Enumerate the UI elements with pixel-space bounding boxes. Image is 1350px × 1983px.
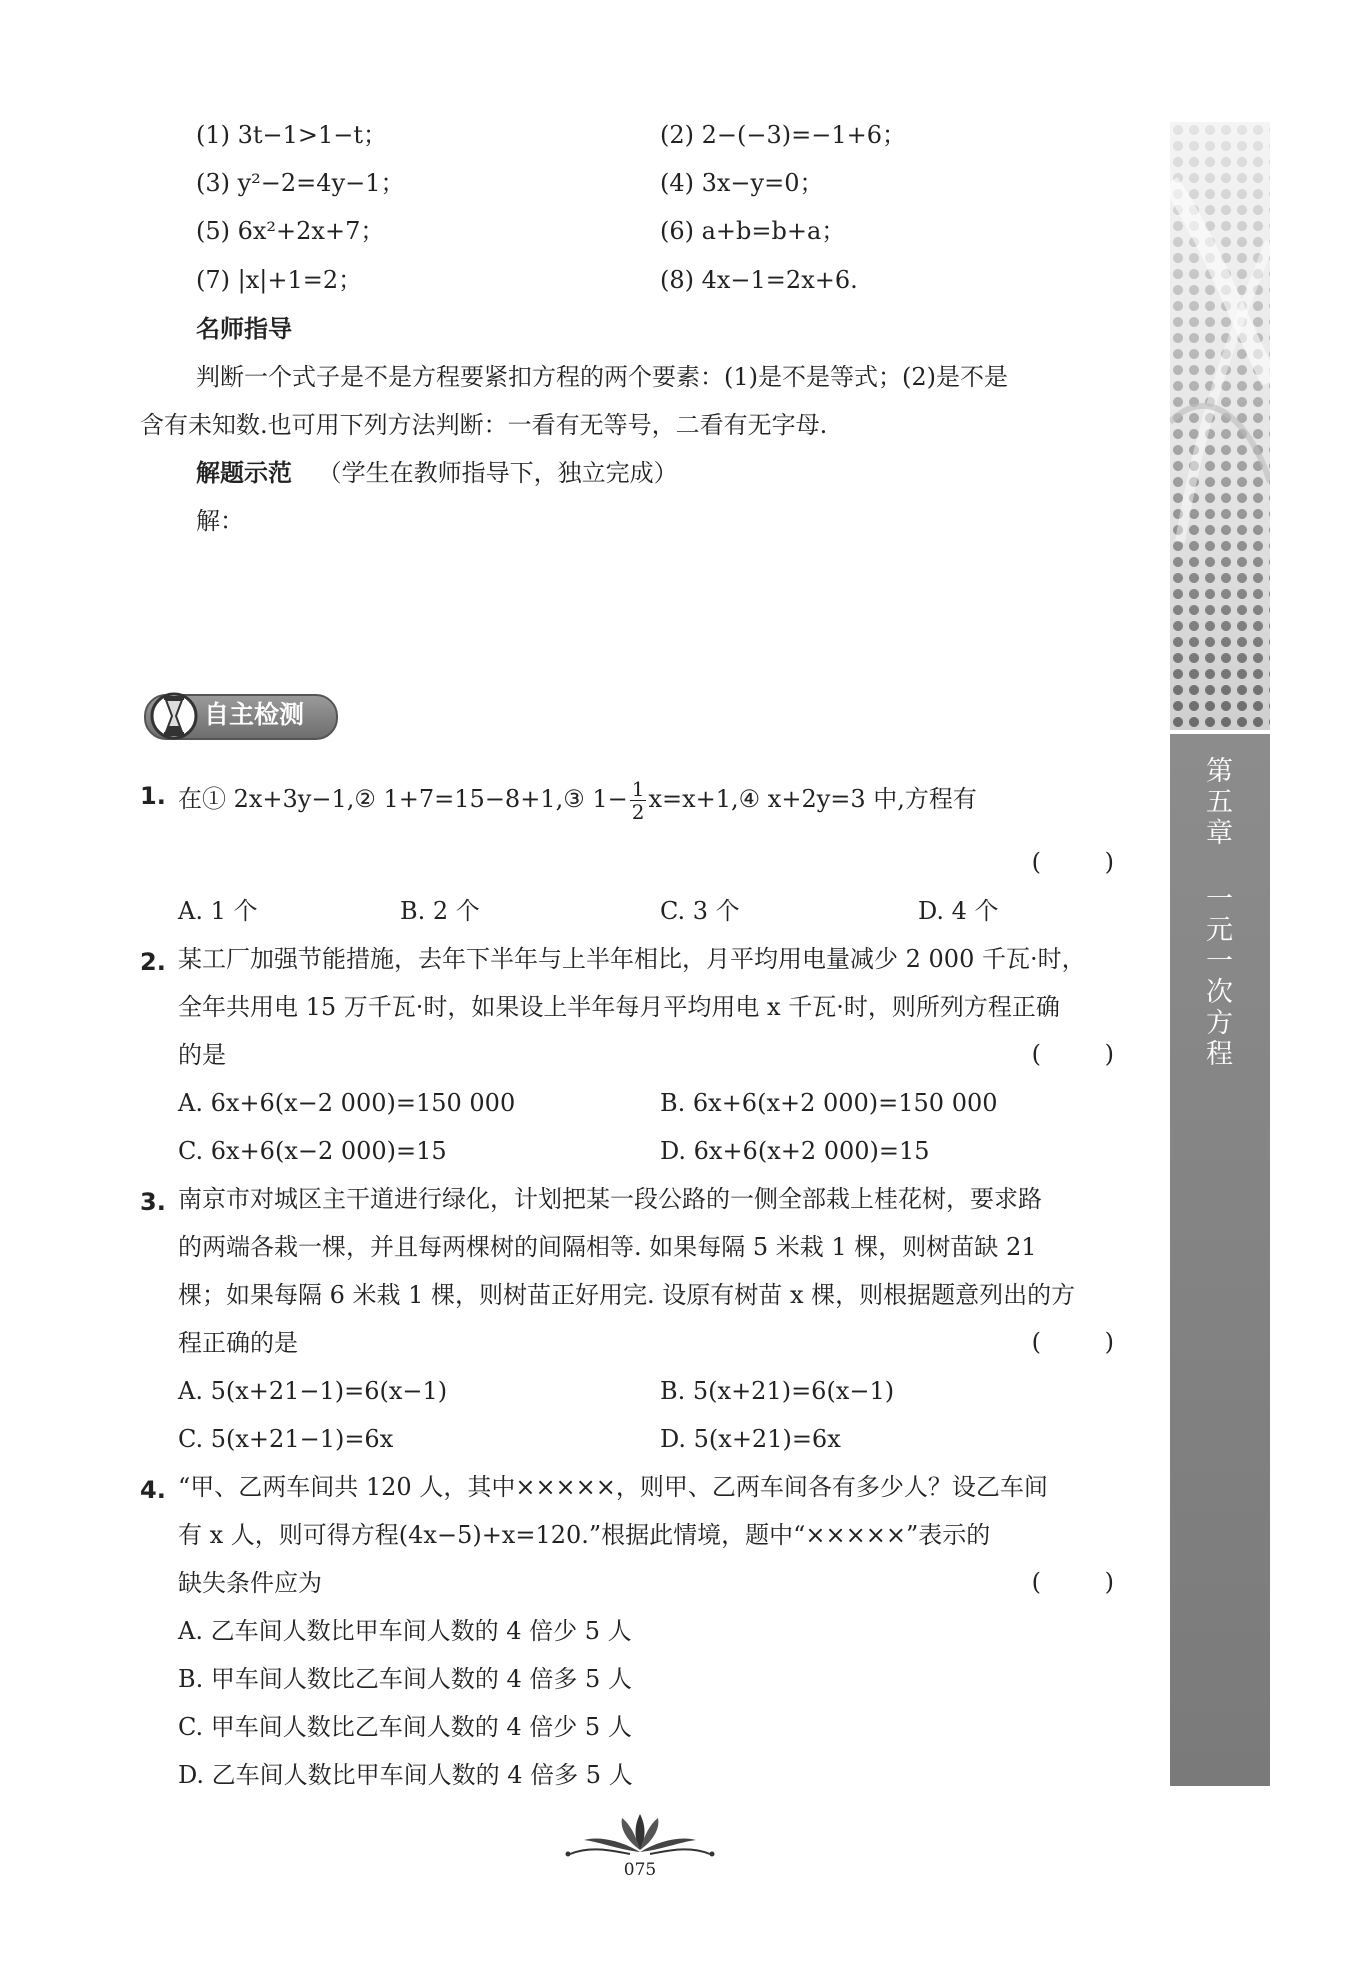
question-stem-line: “甲、乙两车间共 120 人，其中×××××，则甲、乙两车间各有多少人？设乙车间 — [178, 1473, 1048, 1501]
equation-item: (5) 6x²+2x+7； — [196, 217, 385, 245]
demo-line — [196, 458, 678, 488]
option: A. 5(x+21−1)=6(x−1) — [178, 1377, 448, 1405]
question-stem-line: 缺失条件应为 — [178, 1569, 322, 1597]
equation-item: (7) |x|+1=2； — [196, 266, 363, 294]
equation-item: (3) y²−2=4y−1； — [196, 169, 405, 197]
option: D. 乙车间人数比甲车间人数的 4 倍多 5 人 — [178, 1761, 633, 1789]
swoosh-decoration — [1170, 122, 1270, 730]
answer-label: 解： — [196, 507, 244, 535]
option: D. 5(x+21)=6x — [660, 1425, 841, 1453]
stem-text: 在① 2x+3y−1,② 1+7=15−8+1,③ 1− — [178, 785, 628, 813]
section-title: 自主检测 — [204, 700, 305, 729]
question-stem-line: 南京市对城区主干道进行绿化，计划把某一段公路的一侧全部栽上桂花树，要求路 — [178, 1185, 1042, 1213]
option: B. 6x+6(x+2 000)=150 000 — [660, 1089, 998, 1117]
fraction — [630, 778, 647, 823]
stem-text: x=x+1,④ x+2y=3 中,方程有 — [648, 785, 977, 813]
option: C. 甲车间人数比乙车间人数的 4 倍少 5 人 — [178, 1713, 632, 1741]
guide-text-line: 含有未知数.也可用下列方法判断：一看有无等号，二看有无字母. — [140, 411, 828, 439]
option: A. 6x+6(x−2 000)=150 000 — [178, 1089, 516, 1117]
question-stem-line: 某工厂加强节能措施，去年下半年与上半年相比，月平均用电量减少 2 000 千瓦·时， — [178, 945, 1086, 973]
question-stem-line: 的是 — [178, 1041, 226, 1069]
option: A. 1 个 — [178, 897, 258, 925]
answer-parentheses: ( ) — [1031, 1328, 1142, 1356]
hourglass-icon — [150, 686, 200, 744]
demo-note: （学生在教师指导下，独立完成） — [317, 459, 678, 487]
floral-ornament-icon — [560, 1810, 720, 1860]
equation-item: (8) 4x−1=2x+6. — [660, 266, 858, 294]
equation-item: (1) 3t−1>1−t； — [196, 121, 388, 149]
option: B. 5(x+21)=6(x−1) — [660, 1377, 895, 1405]
fraction-denominator: 2 — [631, 800, 645, 824]
decorative-pattern — [1170, 122, 1270, 730]
option: D. 6x+6(x+2 000)=15 — [660, 1137, 930, 1165]
question-number: 3. — [140, 1188, 166, 1216]
answer-parentheses: ( ) — [1031, 1040, 1142, 1068]
page-footer — [560, 1810, 720, 1880]
answer-parentheses: ( ) — [1031, 848, 1142, 876]
question-stem-line: 全年共用电 15 万千瓦·时，如果设上半年每月平均用电 x 千瓦·时，则所列方程正确 — [178, 993, 1060, 1021]
chapter-tab — [1170, 734, 1270, 1786]
answer-parentheses: ( ) — [1031, 1568, 1142, 1596]
question-stem-line: 棵；如果每隔 6 米栽 1 棵，则树苗正好用完. 设原有树苗 x 棵，则根据题意列出的方 — [178, 1281, 1076, 1309]
option: B. 2 个 — [400, 897, 480, 925]
question-number: 2. — [140, 948, 166, 976]
question-stem — [178, 778, 977, 823]
demo-heading: 解题示范 — [196, 459, 292, 487]
question-stem-line: 程正确的是 — [178, 1329, 298, 1357]
option: B. 甲车间人数比乙车间人数的 4 倍多 5 人 — [178, 1665, 632, 1693]
chapter-side-band — [1170, 122, 1270, 1786]
option: D. 4 个 — [918, 897, 999, 925]
fraction-numerator: 1 — [631, 777, 645, 801]
equation-item: (4) 3x−y=0； — [660, 169, 824, 197]
chapter-label: 第五章 一元一次方程 — [1201, 756, 1232, 1070]
section-badge — [140, 686, 340, 744]
question-number: 1. — [140, 782, 166, 810]
option: C. 3 个 — [660, 897, 740, 925]
option: C. 6x+6(x−2 000)=15 — [178, 1137, 447, 1165]
equation-item: (2) 2−(−3)=−1+6； — [660, 121, 906, 149]
option: C. 5(x+21−1)=6x — [178, 1425, 394, 1453]
question-stem-line: 的两端各栽一棵，并且每两棵树的间隔相等. 如果每隔 5 米栽 1 棵，则树苗缺 21 — [178, 1233, 1037, 1261]
option: A. 乙车间人数比甲车间人数的 4 倍少 5 人 — [178, 1617, 632, 1645]
question-stem-line: 有 x 人，则可得方程(4x−5)+x=120.”根据此情境，题中“×××××”表示的 — [178, 1521, 991, 1549]
question-number: 4. — [140, 1476, 166, 1504]
guide-text-line: 判断一个式子是不是方程要紧扣方程的两个要素：(1)是不是等式；(2)是不是 — [196, 363, 1008, 391]
page-number: 075 — [623, 1860, 657, 1880]
guide-heading: 名师指导 — [196, 315, 292, 343]
equation-item: (6) a+b=b+a； — [660, 217, 846, 245]
